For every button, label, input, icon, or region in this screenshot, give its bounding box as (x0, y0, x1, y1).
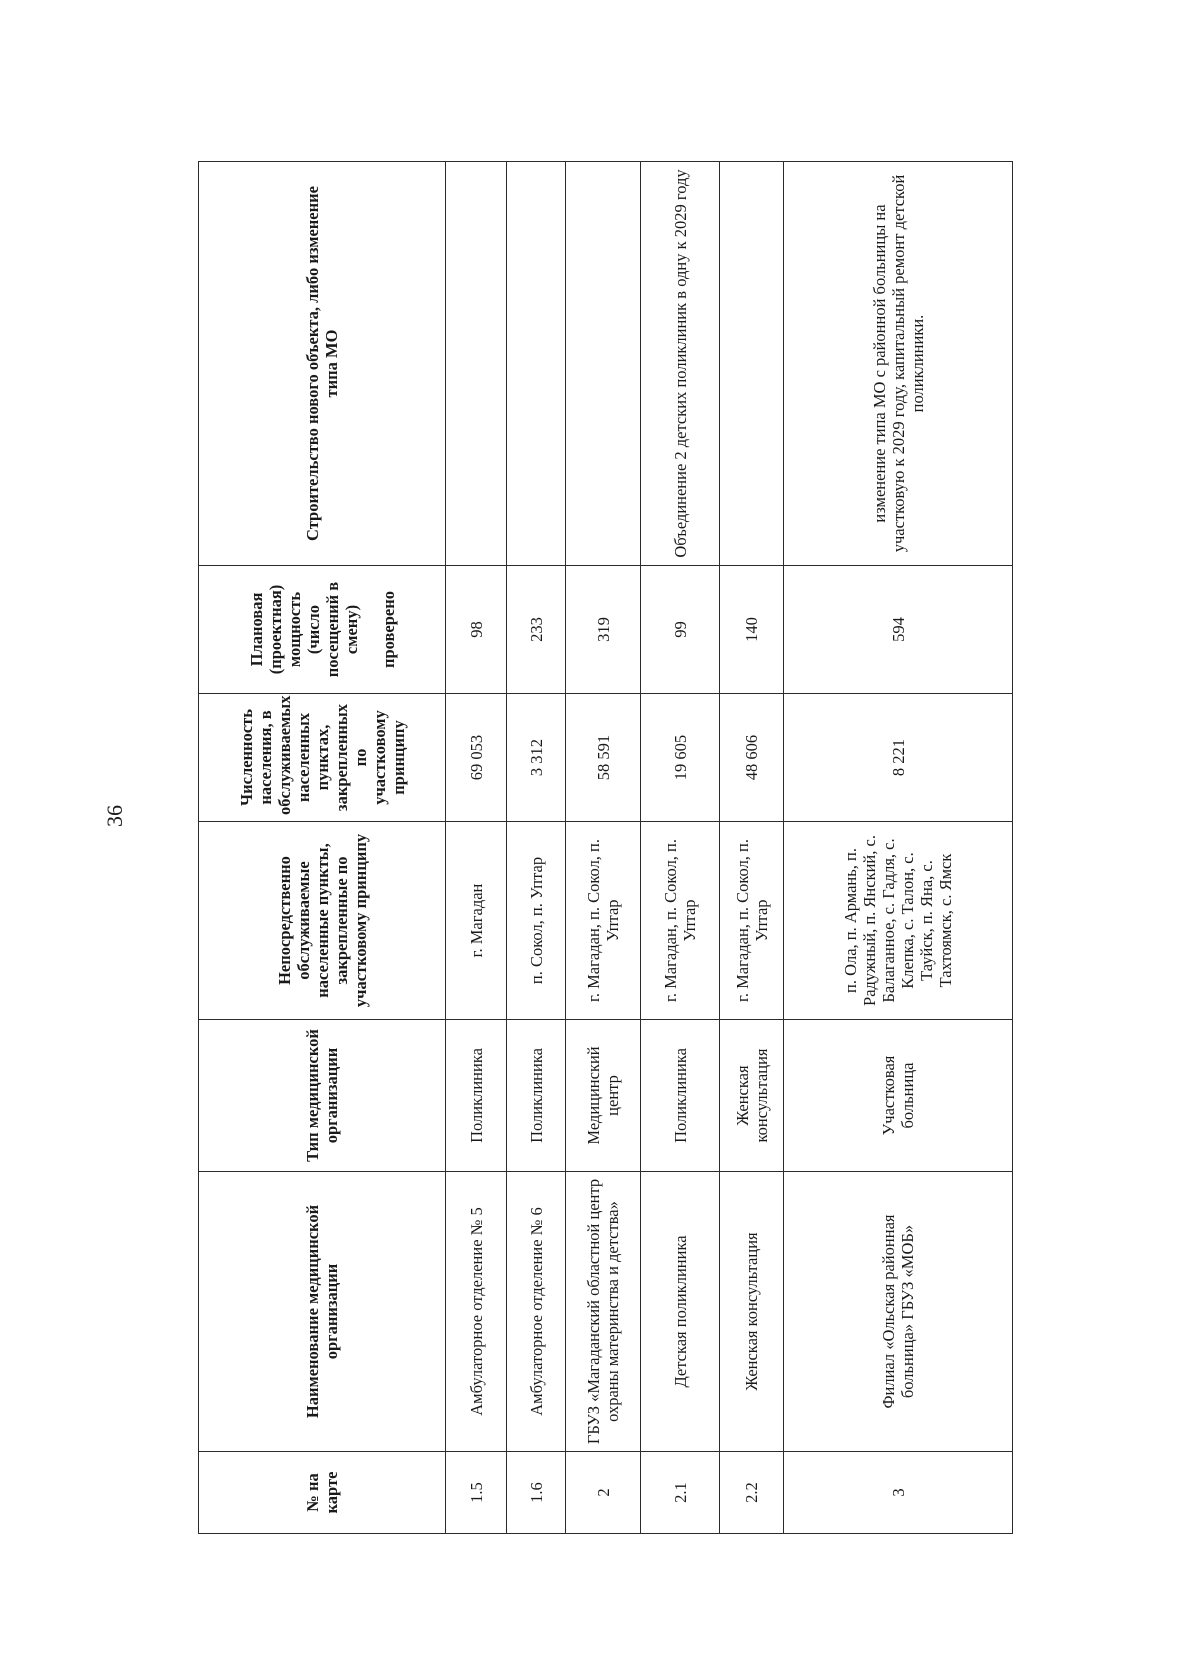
cell-settlements: г. Магадан, п. Сокол, п. Уптар (641, 822, 720, 1020)
cell-num: 2.2 (720, 1452, 784, 1534)
cell-construction (507, 162, 566, 566)
header-capacity-label: Плановая (проектная) мощность (число посещений в смену) (246, 581, 361, 678)
header-num: № на карте (199, 1452, 446, 1534)
cell-type: Поликлиника (507, 1020, 566, 1172)
cell-capacity: 319 (566, 566, 641, 694)
cell-type: Поликлиника (641, 1020, 720, 1172)
cell-num: 1.5 (446, 1452, 507, 1534)
cell-settlements: п. Ола, п. Армань, п. Радужный, п. Янский, с. Балаганное, с. Гадля, с. Клепка, с. Талон, с. Тауйск, п. Яна, с. Тахтоямск, с. Ямск (784, 822, 1013, 1020)
cell-settlements: г. Магадан (446, 822, 507, 1020)
cell-type: Медицинский центр (566, 1020, 641, 1172)
cell-settlements: п. Сокол, п. Уптар (507, 822, 566, 1020)
header-capacity (199, 566, 446, 694)
page-number: 36 (102, 805, 127, 827)
facilities-table (198, 161, 1013, 1534)
cell-population: 19 605 (641, 694, 720, 822)
cell-population: 3 312 (507, 694, 566, 822)
cell-construction (446, 162, 507, 566)
cell-settlements: г. Магадан, п. Сокол, п. Уптар (720, 822, 784, 1020)
cell-construction: изменение типа МО с районной больницы на участковую к 2029 году, капитальный ремонт детской поликлиники. (784, 162, 1013, 566)
cell-settlements: г. Магадан, п. Сокол, п. Уптар (566, 822, 641, 1020)
header-name: Наименование медицинской организации (199, 1172, 446, 1452)
cell-name: Женская консультация (720, 1172, 784, 1452)
table-row (446, 162, 507, 1534)
cell-num: 1.6 (507, 1452, 566, 1534)
cell-capacity: 98 (446, 566, 507, 694)
cell-population: 8 221 (784, 694, 1013, 822)
table-row (566, 162, 641, 1534)
table-rotated-container (198, 162, 998, 1534)
cell-capacity: 594 (784, 566, 1013, 694)
cell-population: 58 591 (566, 694, 641, 822)
header-row (199, 162, 446, 1534)
cell-population: 48 606 (720, 694, 784, 822)
cell-construction (566, 162, 641, 566)
header-type: Тип медицинской организации (199, 1020, 446, 1172)
cell-num: 3 (784, 1452, 1013, 1534)
table-row (720, 162, 784, 1534)
table-row (507, 162, 566, 1534)
cell-num: 2 (566, 1452, 641, 1534)
table-row (784, 162, 1013, 1534)
cell-name: Амбулаторное отделение № 6 (507, 1172, 566, 1452)
cell-name: Детская поликлиника (641, 1172, 720, 1452)
cell-capacity: 233 (507, 566, 566, 694)
cell-type: Женская консультация (720, 1020, 784, 1172)
header-settlements: Непосредственно обслуживаемые населенные пункты, закрепленные по участковому принципу (199, 822, 446, 1020)
cell-type: Поликлиника (446, 1020, 507, 1172)
cell-construction (720, 162, 784, 566)
cell-name: Филиал «Ольская районная больница» ГБУЗ «МОБ» (784, 1172, 1013, 1452)
header-capacity-note: проверено (378, 591, 398, 669)
cell-type: Участковая больница (784, 1020, 1013, 1172)
cell-capacity: 99 (641, 566, 720, 694)
cell-population: 69 053 (446, 694, 507, 822)
table-row (641, 162, 720, 1534)
header-construction: Строительство нового объекта, либо изменение типа МО (199, 162, 446, 566)
cell-num: 2.1 (641, 1452, 720, 1534)
cell-name: ГБУЗ «Магаданский областной центр охраны материнства и детства» (566, 1172, 641, 1452)
cell-name: Амбулаторное отделение № 5 (446, 1172, 507, 1452)
cell-capacity: 140 (720, 566, 784, 694)
header-population: Численность населения, в обслуживаемых населенных пунктах, закрепленных по участковому принципу (199, 694, 446, 822)
cell-construction: Объединение 2 детских поликлиник в одну к 2029 году (641, 162, 720, 566)
